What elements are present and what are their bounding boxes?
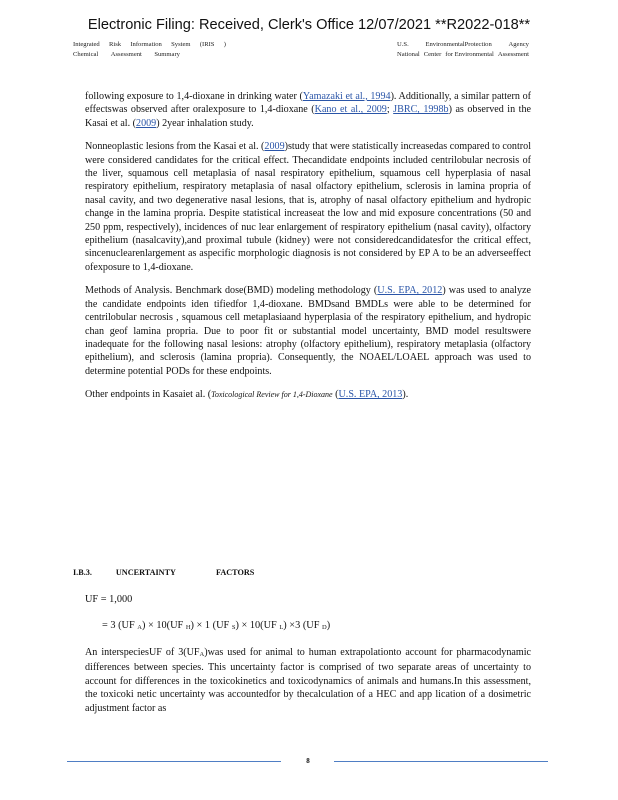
section-title: UNCERTAINTY bbox=[115, 568, 176, 577]
text: An interspeciesUF of 3(UF bbox=[85, 647, 200, 658]
header-left-line2 bbox=[73, 50, 180, 60]
text: Methods of Analysis. Benchmark dose(BMD) modeling methodology ( bbox=[85, 285, 378, 297]
header-word: Center bbox=[423, 51, 442, 58]
header-word: Integrated bbox=[73, 41, 100, 48]
uf-equation: UF = 1,000 bbox=[85, 594, 133, 605]
paragraph-1 bbox=[85, 90, 531, 130]
footer-rule-right bbox=[334, 761, 548, 762]
header-word: U.S. bbox=[397, 41, 409, 48]
paragraph-3 bbox=[85, 284, 531, 378]
footer-rule-left bbox=[67, 761, 281, 762]
text: ; bbox=[386, 104, 394, 116]
section-heading bbox=[73, 568, 270, 577]
header-left bbox=[73, 40, 226, 60]
text: following exposure to 1,4-dioxane in drinking water ( bbox=[85, 91, 303, 102]
paragraph-4 bbox=[85, 388, 531, 401]
text: )study that were statistically increasedas compared to control were considered candidates for the critical effect. Thecandidate endpoints included centrilobular necrosis of the liver, squamous cell metaplasia of nasal respiratory epithelium, squamous cell hyperplasia of nasal respiratory epithelium, respiratory metaplasia of nasal olfactory epithelium, sclerosis in lamina propria of nasal cavity, and two degenerative nasal lesions, that is, atrophy of nasal olfactory epithelium and hydropic change in the lamina propria. Despite statistical increaseat the low and mid exposure concentrations (50 and 250 ppm, respectively), incidences of nuc lear enlargement of respiratory epithelium (nasal cavity), olfactory epithelium (nasalcavity),and proximal tubule (kidney) were not consideredcandidatesfor the critical effect, sincenuclearenlargement as aspecific morphologic diagnosis is not considered by EP A to be an adverseeffect ofexposure to 1,4-dioxane. bbox=[85, 141, 531, 273]
header-right bbox=[397, 40, 529, 60]
text: ) × 1 (UF bbox=[190, 620, 230, 631]
citation-link[interactable]: Yamazaki et al., 1994 bbox=[302, 91, 391, 102]
body-text bbox=[85, 90, 531, 412]
subscript: L bbox=[279, 624, 284, 631]
page-number: 8 bbox=[306, 757, 310, 765]
text: ) × 10(UF bbox=[235, 620, 277, 631]
text: Nonneoplastic lesions from the Kasai et al. ( bbox=[85, 141, 265, 153]
text: ) ×3 (UF bbox=[283, 620, 320, 631]
filing-banner: Electronic Filing: Received, Clerk's Office 12/07/2021 **R2022-018** bbox=[87, 17, 531, 33]
header-right-line1 bbox=[397, 40, 529, 50]
text: ( bbox=[332, 389, 339, 401]
header-left-line1 bbox=[73, 40, 226, 50]
subscript: D bbox=[322, 624, 327, 631]
section-number: I.B.3. bbox=[73, 568, 92, 577]
paragraph-5 bbox=[85, 646, 531, 715]
citation-link[interactable]: JBRC, 1998b bbox=[393, 104, 449, 116]
header-word: Assessment bbox=[497, 51, 529, 58]
text: ) 2year inhalation study. bbox=[156, 117, 254, 129]
header-word: for Environmental bbox=[445, 51, 494, 58]
italic-title: Toxicological Review for 1,4-Dioxane bbox=[211, 390, 333, 400]
text: ). bbox=[402, 389, 409, 401]
header-word: Risk bbox=[109, 41, 122, 48]
uf-breakdown bbox=[102, 620, 330, 631]
citation-link[interactable]: U.S. EPA, 2013 bbox=[338, 389, 403, 401]
header-word: Chemical bbox=[73, 51, 99, 58]
header-word: ) bbox=[223, 41, 226, 48]
text: ) × 10(UF bbox=[141, 620, 184, 631]
header-word: System bbox=[171, 41, 191, 48]
text: )was used for animal to human extrapolationto account for pharmacodynamic differences between species. This uncertainty factor is comprised of two separate areas of uncertainty to account for differences in the toxicokinetics and toxicodynamics of animals and humans.In this assessment, the toxicoki netic uncertainty was accountedfor by thecalculation of a HEC and app lication of a dosimetric adjustment factor as bbox=[85, 647, 531, 714]
subscript: A bbox=[199, 651, 205, 658]
text: = 3 (UF bbox=[102, 620, 135, 631]
header-word: National bbox=[397, 51, 420, 58]
header-word: Agency bbox=[508, 41, 529, 48]
header-word: EnvironmentalProtection bbox=[425, 41, 492, 48]
text: ) was used to analyze the candidate endpoints iden tifiedfor 1,4-dioxane. BMDsand BMDLs were able to be determined for centrilobular necrosis , squamous cell metaplasiaand hyperplasia of the respiratory epithelium, and hydropic chan geof lamina propria. Due to poor fit or substantial model uncertainty, BMD model resultswere inadequate for the following nasal lesions: atrophy (olfactory epithelium), respiratory metaplasia (olfactory epithelium), and sclerosis (lamina propria). Consequently, the NOAEL/LOAEL approach was used to determine potential PODs for these endpoints. bbox=[85, 285, 531, 377]
citation-link[interactable]: Kano et al., 2009 bbox=[314, 104, 387, 116]
subscript: A bbox=[137, 624, 142, 631]
header-word: Assessment bbox=[110, 51, 142, 58]
header-word: Summary bbox=[154, 51, 180, 58]
paragraph-2 bbox=[85, 140, 531, 274]
section-title-2: FACTORS bbox=[215, 568, 255, 577]
text: ) bbox=[326, 620, 331, 631]
citation-link[interactable]: U.S. EPA, 2012 bbox=[377, 285, 443, 297]
header-right-line2 bbox=[397, 50, 529, 60]
header-word: Information bbox=[130, 41, 162, 48]
subscript: H bbox=[185, 624, 191, 631]
header-word: (IRIS bbox=[199, 41, 215, 48]
citation-link[interactable]: 2009 bbox=[136, 117, 157, 129]
text: Other endpoints in Kasaiet al. ( bbox=[85, 389, 212, 401]
subscript: S bbox=[231, 624, 236, 631]
text: ). Additionally, a similar pattern of effectswas observed after oralexposure to 1,4-dioxane ( bbox=[85, 91, 531, 116]
text: ) as observed in the Kasai et al. ( bbox=[85, 104, 531, 129]
citation-link[interactable]: 2009 bbox=[264, 141, 285, 153]
